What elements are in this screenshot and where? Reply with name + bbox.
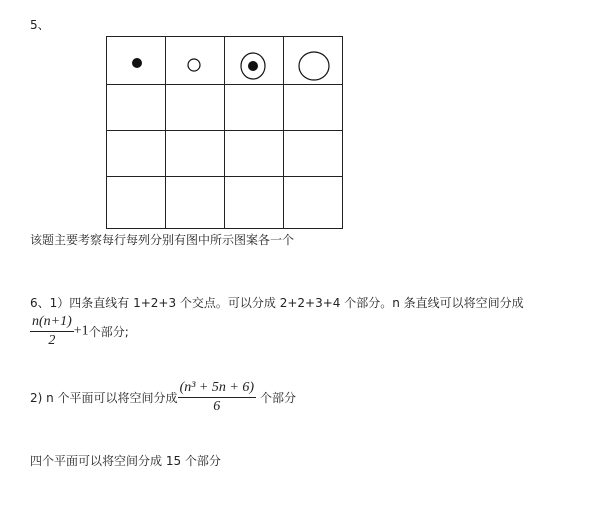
grid-cell — [225, 177, 284, 229]
grid-cell — [284, 85, 343, 131]
question-6-conclusion: 四个平面可以将空间分成 15 个部分 — [30, 454, 221, 468]
fraction — [178, 380, 256, 415]
part2-prefix: 2) n 个平面可以将空间分成 — [30, 391, 178, 405]
grid-cell — [284, 177, 343, 229]
fraction-numerator: n(n+1) — [30, 314, 74, 332]
fraction-denominator: 6 — [213, 399, 221, 414]
fraction — [30, 314, 74, 349]
small-circle-icon — [188, 59, 200, 71]
formula-plus-one: +1 — [73, 323, 89, 339]
grid-cell — [107, 177, 166, 229]
question-5-number: 5、 — [30, 18, 50, 32]
part2-suffix: 个部分 — [259, 391, 296, 405]
grid-cell — [107, 85, 166, 131]
question-6-part2 — [30, 380, 296, 415]
fraction-numerator: (n³ + 5n + 6) — [178, 380, 256, 398]
filled-dot-icon — [132, 58, 142, 68]
large-circle-icon — [299, 52, 329, 80]
grid-cell — [225, 85, 284, 131]
grid-cell — [166, 85, 225, 131]
grid-cell — [166, 131, 225, 177]
question-6-part1-formula — [30, 314, 129, 349]
grid-cell — [284, 131, 343, 177]
grid-cell — [107, 131, 166, 177]
dot-in-circle-icon — [241, 53, 265, 79]
question-5-caption: 该题主要考察每行每列分别有图中所示图案各一个 — [30, 233, 295, 247]
fraction-denominator: 2 — [48, 333, 56, 348]
question-6-part1-line: 6、1）四条直线有 1+2+3 个交点。可以分成 2+2+3+4 个部分。n 条直线可以将空间分成 — [30, 296, 524, 310]
formula-suffix: 个部分; — [88, 325, 129, 339]
grid-shapes — [106, 36, 343, 84]
grid-cell — [166, 177, 225, 229]
grid-cell — [225, 131, 284, 177]
